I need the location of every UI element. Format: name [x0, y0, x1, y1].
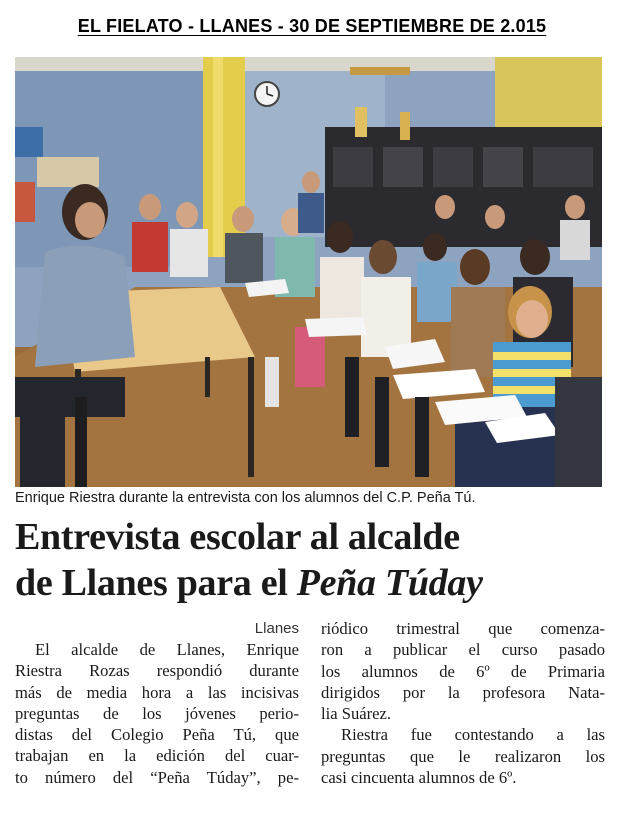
article-text-line: dirigidos por la profesora Nata- [321, 682, 605, 702]
article-photo [15, 57, 602, 487]
article-text-line: El alcalde de Llanes, Enrique [35, 640, 299, 659]
classroom-photo-icon [15, 57, 602, 487]
article-text-line: ron a publicar el curso pasado [321, 640, 605, 660]
newspaper-header [0, 16, 624, 37]
article-column-2 [321, 618, 605, 788]
article-text-line: casi cincuenta alumnos de 6º. [321, 768, 517, 788]
article-text-line: preguntas que le realizaron los [321, 746, 605, 766]
article-text-line: trabajan en la edición del cuar- [15, 746, 299, 766]
headline-line-1: Entrevista escolar al alcalde [15, 516, 460, 558]
headline-line-2 [15, 560, 615, 606]
article-text-line: los alumnos de 6º de Primaria [321, 661, 605, 681]
article-text-line: riódico trimestral que comenza- [321, 619, 605, 638]
article-text-line: Riestra Rozas respondió durante [15, 661, 299, 681]
header-text: EL FIELATO - LLANES - 30 DE SEPTIEMBRE DE 2.015 [77, 16, 547, 36]
article-text-line: preguntas de los jóvenes perio- [15, 703, 299, 723]
article-text-line: más de media hora a las incisivas [15, 682, 299, 702]
article-location: Llanes [254, 620, 299, 637]
article-headline [15, 514, 615, 606]
article-text-line: Riestra fue contestando a las [341, 725, 605, 745]
article-text-line: lia Suárez. [321, 704, 392, 724]
headline-publication-name: Peña Túday [296, 562, 483, 604]
article-text-line: distas del Colegio Peña Tú, que [15, 725, 299, 745]
headline-line-2-plain: de Llanes para el [15, 562, 297, 604]
article-column-1 [15, 618, 299, 788]
photo-caption: Enrique Riestra durante la entrevista con los alumnos del C.P. Peña Tú. [15, 490, 476, 506]
article-text-line: to número del “Peña Túday”, pe- [15, 767, 299, 787]
